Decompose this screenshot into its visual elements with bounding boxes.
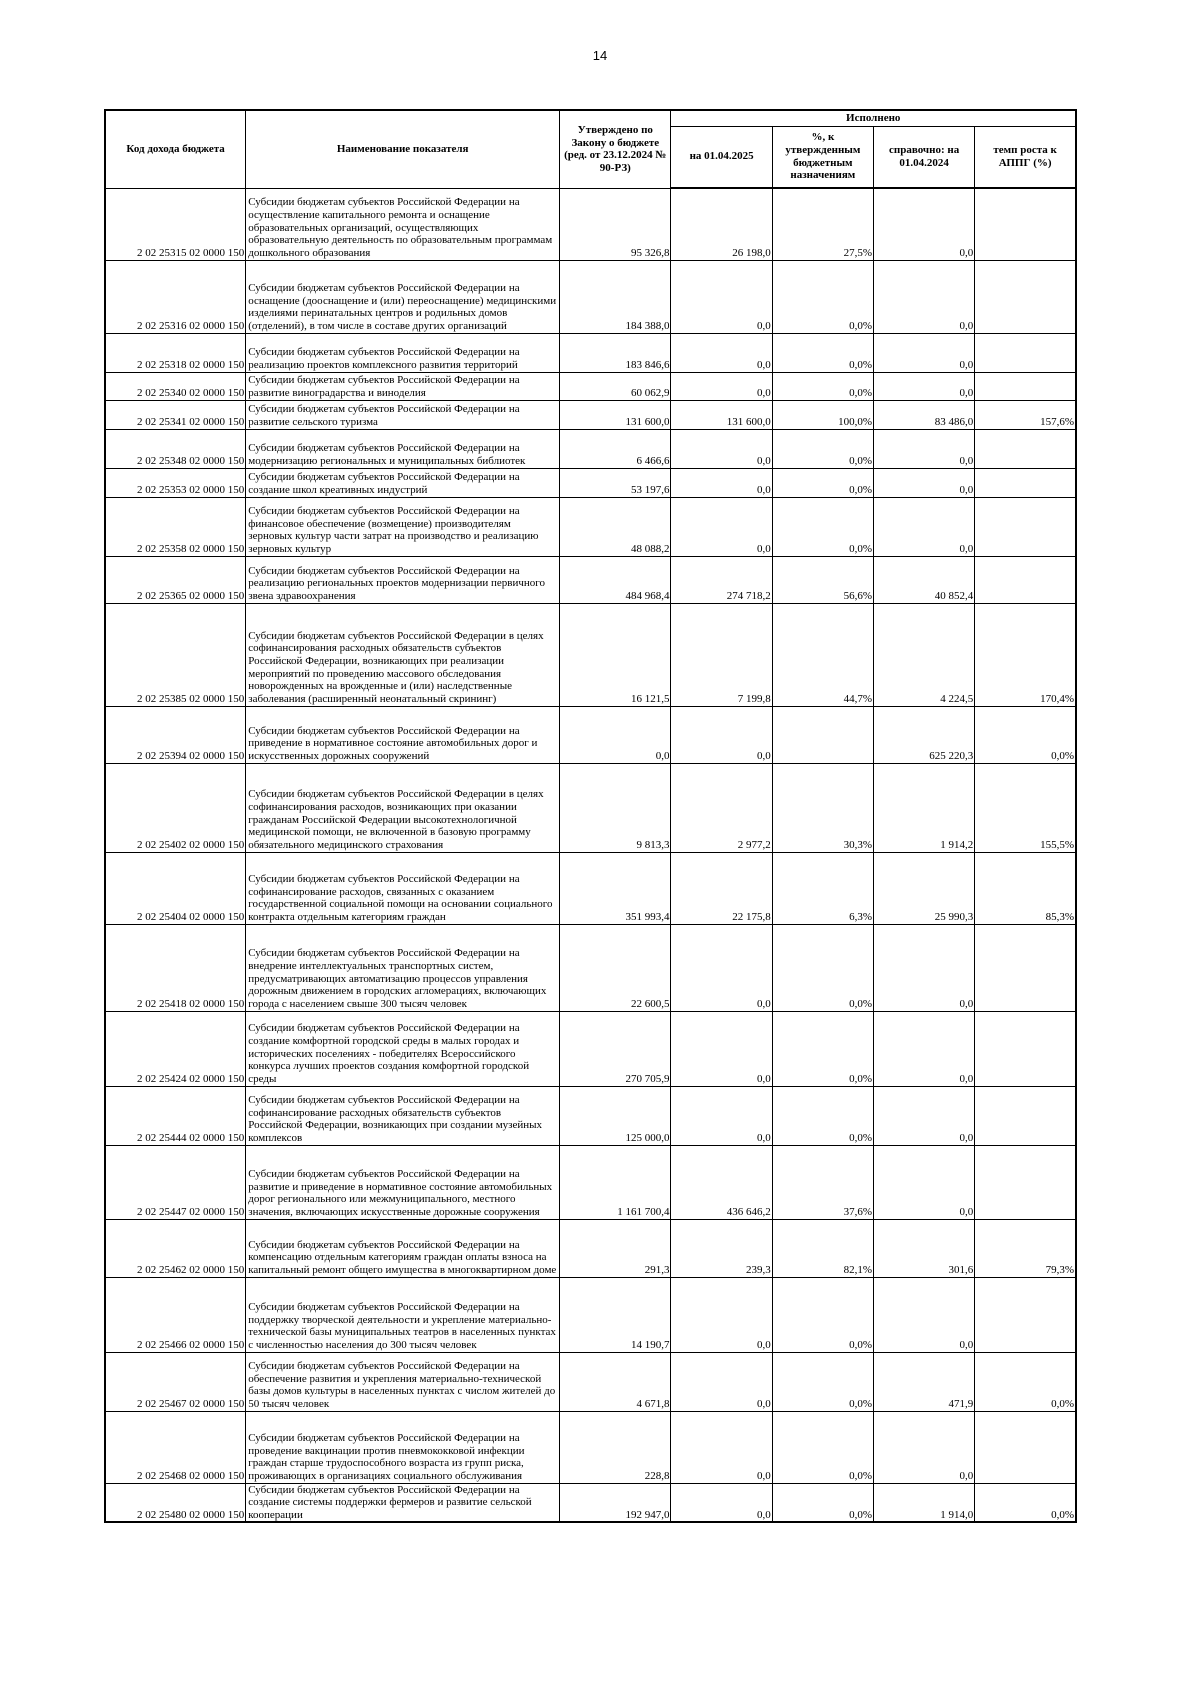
- row-reference: 0,0: [873, 372, 974, 400]
- row-name: Субсидии бюджетам субъектов Российской Федерации на внедрение интеллектуальных транспортных систем, предусматривающих автоматизацию процессов управления дорожным движением в городских агломерациях, включающих города с населением свыше 300 тысяч человек: [246, 924, 560, 1011]
- header-reference: справочно: на 01.04.2024: [873, 126, 974, 188]
- row-code: 2 02 25365 02 0000 150: [105, 556, 246, 603]
- row-growth: [975, 1086, 1076, 1145]
- row-executed: 0,0: [671, 1352, 772, 1411]
- table-row: [105, 556, 1076, 603]
- row-name: Субсидии бюджетам субъектов Российской Федерации на компенсацию отдельным категориям граждан оплаты взноса на капитальный ремонт общего имущества в многоквартирном доме: [246, 1219, 560, 1277]
- row-reference: 0,0: [873, 1411, 974, 1483]
- table-row: [105, 468, 1076, 497]
- row-reference: 0,0: [873, 333, 974, 372]
- row-percent: 0,0%: [772, 372, 873, 400]
- row-code: 2 02 25424 02 0000 150: [105, 1011, 246, 1086]
- row-reference: 625 220,3: [873, 706, 974, 763]
- table-row: [105, 1352, 1076, 1411]
- row-reference: 0,0: [873, 188, 974, 260]
- row-executed: 239,3: [671, 1219, 772, 1277]
- row-reference: 0,0: [873, 468, 974, 497]
- row-approved: 95 326,8: [560, 188, 671, 260]
- row-growth: [975, 1011, 1076, 1086]
- row-executed: 26 198,0: [671, 188, 772, 260]
- row-name: Субсидии бюджетам субъектов Российской Федерации на финансовое обеспечение (возмещение) производителям зерновых культур части затрат на производство и реализацию зерновых культур: [246, 497, 560, 556]
- table-row: [105, 1145, 1076, 1219]
- row-approved: 48 088,2: [560, 497, 671, 556]
- table-row: [105, 1483, 1076, 1522]
- row-percent: 37,6%: [772, 1145, 873, 1219]
- row-name: Субсидии бюджетам субъектов Российской Федерации на развитие виноградарства и виноделия: [246, 372, 560, 400]
- row-percent: 44,7%: [772, 603, 873, 706]
- row-name: Субсидии бюджетам субъектов Российской Федерации на софинансирование расходных обязательств субъектов Российской Федерации, возникающих при создании музейных комплексов: [246, 1086, 560, 1145]
- row-approved: 351 993,4: [560, 852, 671, 924]
- page-number: 14: [592, 48, 608, 63]
- row-code: 2 02 25353 02 0000 150: [105, 468, 246, 497]
- row-percent: 0,0%: [772, 1277, 873, 1352]
- row-approved: 484 968,4: [560, 556, 671, 603]
- row-approved: 228,8: [560, 1411, 671, 1483]
- table-row: [105, 852, 1076, 924]
- row-approved: 131 600,0: [560, 400, 671, 429]
- table-row: [105, 1219, 1076, 1277]
- header-on-date: на 01.04.2025: [671, 126, 772, 188]
- row-growth: 79,3%: [975, 1219, 1076, 1277]
- row-growth: [975, 372, 1076, 400]
- row-executed: 22 175,8: [671, 852, 772, 924]
- table-row: [105, 763, 1076, 852]
- row-growth: 155,5%: [975, 763, 1076, 852]
- table-row: [105, 260, 1076, 333]
- row-growth: 170,4%: [975, 603, 1076, 706]
- row-approved: 184 388,0: [560, 260, 671, 333]
- table-row: [105, 188, 1076, 260]
- row-name: Субсидии бюджетам субъектов Российской Федерации на оснащение (дооснащение и (или) переоснащение) медицинскими изделиями перинатальных центров и родильных домов (отделений), в том числе в составе других организаций: [246, 260, 560, 333]
- row-executed: 436 646,2: [671, 1145, 772, 1219]
- row-reference: 0,0: [873, 1277, 974, 1352]
- table-row: [105, 372, 1076, 400]
- row-reference: 0,0: [873, 1145, 974, 1219]
- row-executed: 0,0: [671, 1483, 772, 1522]
- header-name: Наименование показателя: [246, 110, 560, 188]
- row-percent: 0,0%: [772, 1352, 873, 1411]
- row-code: 2 02 25315 02 0000 150: [105, 188, 246, 260]
- row-growth: [975, 260, 1076, 333]
- row-name: Субсидии бюджетам субъектов Российской Федерации на приведение в нормативное состояние автомобильных дорог и искусственных дорожных сооружений: [246, 706, 560, 763]
- row-growth: 0,0%: [975, 1352, 1076, 1411]
- row-approved: 0,0: [560, 706, 671, 763]
- row-growth: [975, 468, 1076, 497]
- row-growth: 0,0%: [975, 706, 1076, 763]
- row-percent: 82,1%: [772, 1219, 873, 1277]
- row-approved: 270 705,9: [560, 1011, 671, 1086]
- row-name: Субсидии бюджетам субъектов Российской Федерации на развитие и приведение в нормативное состояние автомобильных дорог регионального или межмуниципального, местного значения, включающих искусственные дорожные сооружения: [246, 1145, 560, 1219]
- row-executed: 0,0: [671, 1011, 772, 1086]
- row-executed: 0,0: [671, 924, 772, 1011]
- row-code: 2 02 25402 02 0000 150: [105, 763, 246, 852]
- row-code: 2 02 25468 02 0000 150: [105, 1411, 246, 1483]
- row-percent: 0,0%: [772, 429, 873, 468]
- row-approved: 6 466,6: [560, 429, 671, 468]
- row-approved: 125 000,0: [560, 1086, 671, 1145]
- row-growth: [975, 1145, 1076, 1219]
- row-executed: 2 977,2: [671, 763, 772, 852]
- row-percent: 0,0%: [772, 924, 873, 1011]
- row-executed: 0,0: [671, 1277, 772, 1352]
- row-code: 2 02 25444 02 0000 150: [105, 1086, 246, 1145]
- row-code: 2 02 25341 02 0000 150: [105, 400, 246, 429]
- row-growth: 0,0%: [975, 1483, 1076, 1522]
- row-reference: 0,0: [873, 497, 974, 556]
- row-code: 2 02 25318 02 0000 150: [105, 333, 246, 372]
- row-executed: 0,0: [671, 706, 772, 763]
- row-growth: [975, 1411, 1076, 1483]
- row-reference: 83 486,0: [873, 400, 974, 429]
- row-code: 2 02 25394 02 0000 150: [105, 706, 246, 763]
- row-approved: 4 671,8: [560, 1352, 671, 1411]
- table-row: [105, 400, 1076, 429]
- row-executed: 0,0: [671, 1086, 772, 1145]
- row-growth: [975, 1277, 1076, 1352]
- row-approved: 16 121,5: [560, 603, 671, 706]
- row-name: Субсидии бюджетам субъектов Российской Федерации на создание системы поддержки фермеров и развитие сельской кооперации: [246, 1483, 560, 1522]
- row-code: 2 02 25358 02 0000 150: [105, 497, 246, 556]
- row-percent: [772, 706, 873, 763]
- row-code: 2 02 25447 02 0000 150: [105, 1145, 246, 1219]
- row-name: Субсидии бюджетам субъектов Российской Федерации на развитие сельского туризма: [246, 400, 560, 429]
- row-name: Субсидии бюджетам субъектов Российской Федерации на реализацию проектов комплексного развития территорий: [246, 333, 560, 372]
- row-executed: 274 718,2: [671, 556, 772, 603]
- row-growth: [975, 429, 1076, 468]
- table-row: [105, 1277, 1076, 1352]
- row-percent: 0,0%: [772, 1086, 873, 1145]
- table-row: [105, 429, 1076, 468]
- row-executed: 0,0: [671, 260, 772, 333]
- row-name: Субсидии бюджетам субъектов Российской Федерации на создание комфортной городской среды в малых городах и исторических поселениях - победителях Всероссийского конкурса лучших проектов создания комфортной городской среды: [246, 1011, 560, 1086]
- row-reference: 1 914,2: [873, 763, 974, 852]
- row-percent: 30,3%: [772, 763, 873, 852]
- row-percent: 0,0%: [772, 1011, 873, 1086]
- row-executed: 0,0: [671, 468, 772, 497]
- row-approved: 14 190,7: [560, 1277, 671, 1352]
- row-code: 2 02 25480 02 0000 150: [105, 1483, 246, 1522]
- row-percent: 0,0%: [772, 468, 873, 497]
- row-percent: 0,0%: [772, 333, 873, 372]
- row-approved: 53 197,6: [560, 468, 671, 497]
- row-reference: 471,9: [873, 1352, 974, 1411]
- row-percent: 100,0%: [772, 400, 873, 429]
- table-row: [105, 706, 1076, 763]
- row-code: 2 02 25467 02 0000 150: [105, 1352, 246, 1411]
- row-approved: 1 161 700,4: [560, 1145, 671, 1219]
- header-approved: Утверждено по Законy о бюджете (ред. от 23.12.2024 № 90-РЗ): [560, 110, 671, 188]
- row-code: 2 02 25418 02 0000 150: [105, 924, 246, 1011]
- row-percent: 0,0%: [772, 260, 873, 333]
- header-executed: Исполнено: [671, 110, 1076, 126]
- row-name: Субсидии бюджетам субъектов Российской Федерации в целях софинансирования расходных обязательств субъектов Российской Федерации, возникающих при реализации мероприятий по проведению массового обследования новорожденных на врожденные и (или) наследственные заболевания (расширенный неонатальный скрининг): [246, 603, 560, 706]
- row-percent: 0,0%: [772, 497, 873, 556]
- row-approved: 22 600,5: [560, 924, 671, 1011]
- table-row: [105, 1011, 1076, 1086]
- row-approved: 60 062,9: [560, 372, 671, 400]
- row-approved: 192 947,0: [560, 1483, 671, 1522]
- row-executed: 0,0: [671, 372, 772, 400]
- row-growth: [975, 497, 1076, 556]
- row-code: 2 02 25462 02 0000 150: [105, 1219, 246, 1277]
- row-growth: [975, 188, 1076, 260]
- header-growth: темп роста к АППГ (%): [975, 126, 1076, 188]
- table-row: [105, 497, 1076, 556]
- table-row: [105, 1411, 1076, 1483]
- table-body: [105, 188, 1076, 1522]
- row-executed: 0,0: [671, 1411, 772, 1483]
- row-name: Субсидии бюджетам субъектов Российской Федерации в целях софинансирования расходов, возникающих при оказании гражданам Российской Федерации высокотехнологичной медицинской помощи, не включенной в базовую программу обязательного медицинского страхования: [246, 763, 560, 852]
- row-percent: 6,3%: [772, 852, 873, 924]
- row-code: 2 02 25404 02 0000 150: [105, 852, 246, 924]
- row-executed: 0,0: [671, 429, 772, 468]
- header-percent: %, к утвержденным бюджетным назначениям: [772, 126, 873, 188]
- row-growth: [975, 333, 1076, 372]
- table-header: [105, 110, 1076, 188]
- row-name: Субсидии бюджетам субъектов Российской Федерации на осуществление капитального ремонта и оснащение образовательных организаций, осуществляющих образовательную деятельность по образовательным программам дошкольного образования: [246, 188, 560, 260]
- row-code: 2 02 25340 02 0000 150: [105, 372, 246, 400]
- row-name: Субсидии бюджетам субъектов Российской Федерации на создание школ креативных индустрий: [246, 468, 560, 497]
- table-row: [105, 924, 1076, 1011]
- row-growth: 157,6%: [975, 400, 1076, 429]
- row-executed: 0,0: [671, 333, 772, 372]
- row-reference: 301,6: [873, 1219, 974, 1277]
- table-row: [105, 1086, 1076, 1145]
- row-code: 2 02 25466 02 0000 150: [105, 1277, 246, 1352]
- table-row: [105, 603, 1076, 706]
- row-name: Субсидии бюджетам субъектов Российской Федерации на проведение вакцинации против пневмококковой инфекции граждан старше трудоспособного возраста из групп риска, проживающих в организациях социального обслуживания: [246, 1411, 560, 1483]
- row-growth: [975, 556, 1076, 603]
- row-growth: 85,3%: [975, 852, 1076, 924]
- row-reference: 40 852,4: [873, 556, 974, 603]
- row-code: 2 02 25385 02 0000 150: [105, 603, 246, 706]
- row-reference: 0,0: [873, 260, 974, 333]
- row-name: Субсидии бюджетам субъектов Российской Федерации на модернизацию региональных и муниципальных библиотек: [246, 429, 560, 468]
- row-approved: 291,3: [560, 1219, 671, 1277]
- header-code: Код дохода бюджета: [105, 110, 246, 188]
- row-executed: 131 600,0: [671, 400, 772, 429]
- row-name: Субсидии бюджетам субъектов Российской Федерации на обеспечение развития и укрепления материально-технической базы домов культуры в населенных пунктах с числом жителей до 50 тысяч человек: [246, 1352, 560, 1411]
- row-percent: 0,0%: [772, 1483, 873, 1522]
- row-reference: 1 914,0: [873, 1483, 974, 1522]
- table-row: [105, 333, 1076, 372]
- row-reference: 0,0: [873, 924, 974, 1011]
- row-code: 2 02 25316 02 0000 150: [105, 260, 246, 333]
- row-reference: 4 224,5: [873, 603, 974, 706]
- row-executed: 7 199,8: [671, 603, 772, 706]
- row-code: 2 02 25348 02 0000 150: [105, 429, 246, 468]
- row-name: Субсидии бюджетам субъектов Российской Федерации на софинансирование расходов, связанных с оказанием государственной социальной помощи на основании социального контракта отдельным категориям граждан: [246, 852, 560, 924]
- row-name: Субсидии бюджетам субъектов Российской Федерации на поддержку творческой деятельности и укрепление материально-технической базы муниципальных театров в населенных пунктах с численностью населения до 300 тысяч человек: [246, 1277, 560, 1352]
- row-percent: 27,5%: [772, 188, 873, 260]
- row-name: Субсидии бюджетам субъектов Российской Федерации на реализацию региональных проектов модернизации первичного звена здравоохранения: [246, 556, 560, 603]
- row-executed: 0,0: [671, 497, 772, 556]
- row-percent: 56,6%: [772, 556, 873, 603]
- row-reference: 25 990,3: [873, 852, 974, 924]
- row-approved: 9 813,3: [560, 763, 671, 852]
- row-reference: 0,0: [873, 1011, 974, 1086]
- row-reference: 0,0: [873, 1086, 974, 1145]
- row-percent: 0,0%: [772, 1411, 873, 1483]
- row-approved: 183 846,6: [560, 333, 671, 372]
- budget-revenue-table: [104, 109, 1077, 1523]
- row-growth: [975, 924, 1076, 1011]
- row-reference: 0,0: [873, 429, 974, 468]
